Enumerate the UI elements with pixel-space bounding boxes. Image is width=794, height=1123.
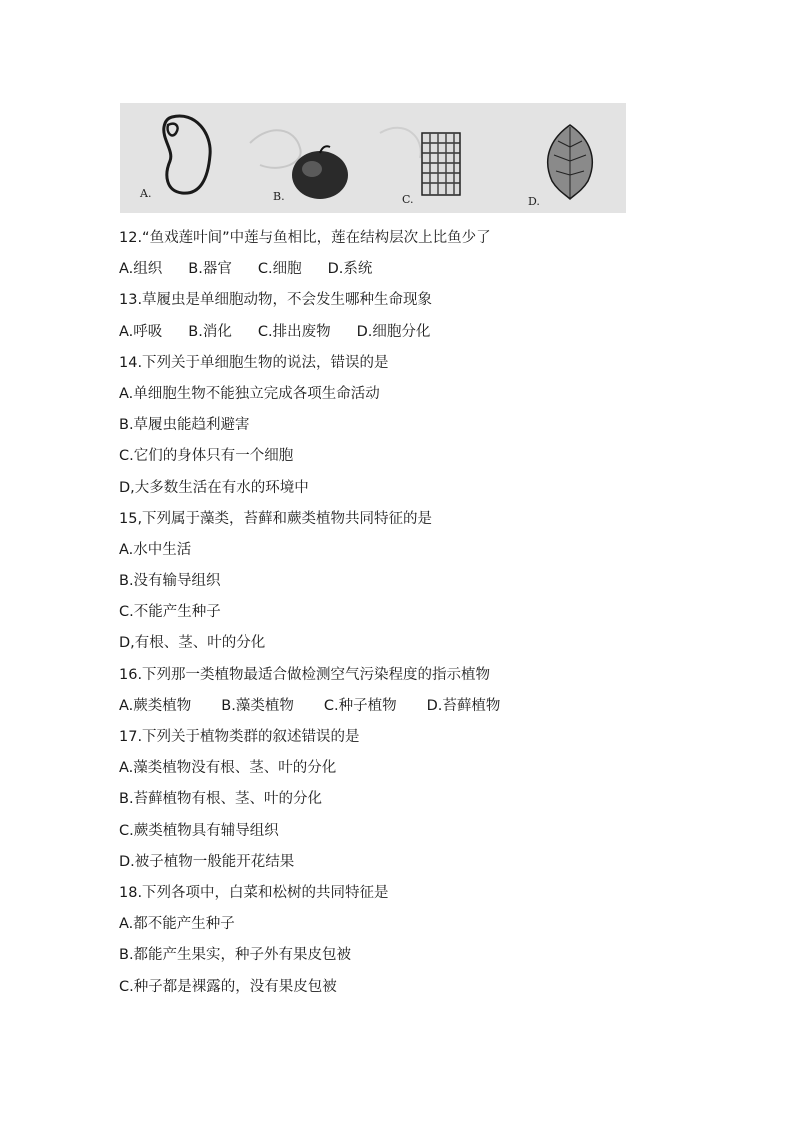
question-stem: 18.下列各项中，白菜和松树的共同特征是 xyxy=(119,884,389,901)
bean-seed-icon xyxy=(164,116,210,193)
option: A.单细胞生物不能独立完成各项生命活动 xyxy=(119,385,380,402)
option: B.都能产生果实，种子外有果皮包被 xyxy=(119,947,352,964)
figure-label-d: D. xyxy=(528,195,540,208)
option: C.蕨类植物具有辅导组织 xyxy=(119,822,279,839)
option: B.器官 xyxy=(188,261,232,278)
figure-label-a: A. xyxy=(140,187,152,200)
option: B.藻类植物 xyxy=(221,697,294,714)
option: A.组织 xyxy=(119,261,163,278)
question-stem: 17.下列关于植物类群的叙述错误的是 xyxy=(119,729,360,745)
question-stem: 14.下列关于单细胞生物的说法，错误的是 xyxy=(119,354,389,371)
option: D.苔藓植物 xyxy=(426,697,501,714)
option-row xyxy=(119,254,679,285)
figure-label-b: B. xyxy=(273,190,285,203)
option: A.蕨类植物 xyxy=(119,697,192,714)
option: D.系统 xyxy=(327,261,373,278)
figure-label-c: C. xyxy=(402,193,414,206)
option: D,有根、茎、叶的分化 xyxy=(119,635,266,652)
option: C.种子都是裸露的，没有果皮包被 xyxy=(119,978,337,995)
option: C.排出废物 xyxy=(257,323,331,340)
specimen-illustrations xyxy=(120,103,626,213)
option: A.藻类植物没有根、茎、叶的分化 xyxy=(119,760,337,777)
option: D.细胞分化 xyxy=(356,323,431,340)
option: B.没有输导组织 xyxy=(119,573,221,590)
onion-epidermis-tissue-icon xyxy=(422,133,460,195)
question-stem: 15,下列属于藻类，苔藓和蕨类植物共同特征的是 xyxy=(119,510,433,527)
option: B.消化 xyxy=(188,323,232,340)
option-row xyxy=(119,691,679,722)
option: C.细胞 xyxy=(257,261,302,278)
option-row xyxy=(119,317,679,348)
option: D,大多数生活在有水的环境中 xyxy=(119,479,309,496)
option: C.种子植物 xyxy=(323,697,397,714)
question-stem: 12.“鱼戏莲叶间”中莲与鱼相比，莲在结构层次上比鱼少了 xyxy=(119,230,491,246)
leaf-icon xyxy=(548,125,593,199)
option: B.苔藓植物有根、茎、叶的分化 xyxy=(119,791,323,808)
question-stem: 16.下列那一类植物最适合做检测空气污染程度的指示植物 xyxy=(119,666,491,683)
option: D.被子植物一般能开花结果 xyxy=(119,853,295,870)
question-stem: 13.草履虫是单细胞动物，不会发生哪种生命现象 xyxy=(119,292,433,309)
option: B.草履虫能趋利避害 xyxy=(119,417,250,434)
option: A.呼吸 xyxy=(119,323,163,340)
question-list xyxy=(119,223,679,1003)
option: C.不能产生种子 xyxy=(119,604,221,621)
option: A.水中生活 xyxy=(119,541,192,558)
specimen-figure xyxy=(120,103,626,213)
option: C.它们的身体只有一个细胞 xyxy=(119,448,294,465)
option: A.都不能产生种子 xyxy=(119,916,235,933)
